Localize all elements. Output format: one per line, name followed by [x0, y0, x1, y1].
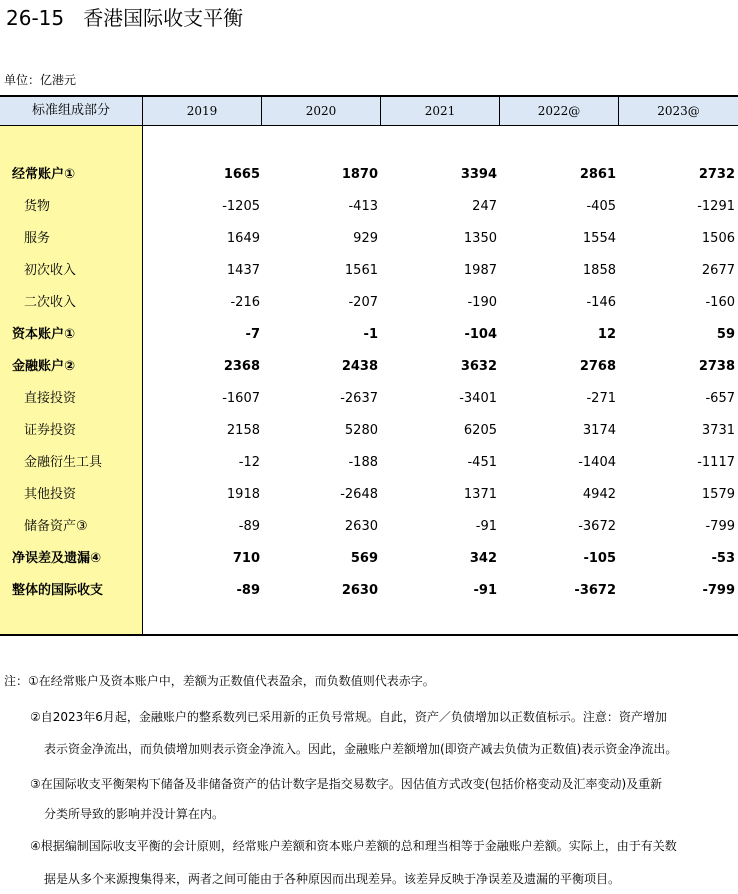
- value-cell-2020: 929: [353, 231, 378, 246]
- row-label: 服务: [24, 231, 51, 246]
- value-cell-2021: 3632: [460, 359, 497, 374]
- value-cell-2019: 1437: [226, 263, 260, 278]
- value-cell-2019: -89: [236, 583, 260, 598]
- value-cell-2022: -1404: [578, 455, 616, 470]
- value-cell-2019: 1649: [226, 231, 260, 246]
- value-cell-2020: -188: [348, 455, 378, 470]
- row-label: 储备资产③: [24, 519, 88, 534]
- table-row: [0, 479, 738, 511]
- value-cell-2021: 1350: [463, 231, 497, 246]
- row-label: 二次收入: [24, 295, 77, 310]
- value-cell-2022: 2768: [579, 359, 616, 374]
- value-cell-2020: 1870: [341, 167, 378, 182]
- footnote-2-line-1: ②自2023年6月起，金融账户的整系数列已采用新的正负号常规。自此，资产／负债增加以正数值标示。注意：资产增加: [30, 710, 667, 724]
- value-cell-2020: 569: [350, 551, 378, 566]
- value-cell-2022: -3672: [574, 583, 616, 598]
- value-cell-2021: 3394: [460, 167, 497, 182]
- table-header-row: [0, 97, 738, 126]
- header-year-2019: 2019: [143, 97, 262, 125]
- value-cell-2020: -1: [363, 327, 378, 342]
- table-row: [0, 191, 738, 223]
- value-cell-2023: -53: [711, 551, 735, 566]
- value-cell-2023: 59: [716, 327, 735, 342]
- table-row: [0, 319, 738, 351]
- value-cell-2021: 342: [469, 551, 497, 566]
- header-year-2023: 2023@: [657, 104, 700, 118]
- footnote-4-line-1: ④根据编制国际收支平衡的会计原则，经常账户差额和资本账户差额的总和理当相等于金融账户差额。实际上，由于有关数: [30, 839, 677, 853]
- value-cell-2019: 1918: [226, 487, 260, 502]
- header-year-2021: 2021: [381, 97, 500, 125]
- value-cell-2023: 1579: [701, 487, 735, 502]
- value-cell-2021: -190: [467, 295, 497, 310]
- unit-label: 单位：亿港元: [4, 73, 77, 87]
- value-cell-2019: -1607: [222, 391, 260, 406]
- value-cell-2023: 1506: [701, 231, 735, 246]
- value-cell-2023: -657: [705, 391, 735, 406]
- table-row: [0, 575, 738, 607]
- value-cell-2021: -3401: [459, 391, 497, 406]
- footnote-1: 注：①在经常账户及资本账户中，差额为正数值代表盈余，而负数值则代表赤字。: [4, 674, 435, 688]
- table-row: [0, 351, 738, 383]
- row-label: 证券投资: [24, 423, 77, 438]
- header-year-2020: 2020: [262, 97, 381, 125]
- header-label-column: 标准组成部分: [0, 97, 143, 125]
- value-cell-2020: -2648: [340, 487, 378, 502]
- value-cell-2022: 2861: [579, 167, 616, 182]
- value-cell-2019: -7: [245, 327, 260, 342]
- value-cell-2021: 247: [472, 199, 497, 214]
- row-label: 其他投资: [24, 487, 77, 502]
- balance-of-payments-table: [0, 95, 738, 636]
- value-cell-2021: 1987: [463, 263, 497, 278]
- value-cell-2021: 6205: [463, 423, 497, 438]
- value-cell-2020: 2630: [344, 519, 378, 534]
- value-cell-2021: -451: [467, 455, 497, 470]
- table-row: [0, 415, 738, 447]
- value-cell-2023: -799: [702, 583, 735, 598]
- page-title: 26-15 香港国际收支平衡: [6, 6, 244, 30]
- value-cell-2023: -160: [705, 295, 735, 310]
- value-cell-2022: 3174: [582, 423, 616, 438]
- footnote-4-line-2: 据是从多个来源搜集得来，两者之间可能由于各种原因而出现差异。该差异反映于净误差及遗漏的平衡项目。: [44, 872, 621, 886]
- value-cell-2019: -216: [230, 295, 260, 310]
- value-cell-2021: 1371: [463, 487, 497, 502]
- value-cell-2019: -89: [238, 519, 260, 534]
- value-cell-2022: 1554: [582, 231, 616, 246]
- value-cell-2023: -1117: [697, 455, 735, 470]
- value-cell-2020: -413: [348, 199, 378, 214]
- value-cell-2020: 1561: [344, 263, 378, 278]
- row-label: 金融账户②: [12, 359, 76, 374]
- footnote-3-line-2: 分类所导致的影响并没计算在内。: [44, 807, 225, 821]
- row-label: 金融衍生工具: [24, 455, 103, 470]
- row-label: 资本账户①: [12, 327, 76, 342]
- value-cell-2023: 3731: [701, 423, 735, 438]
- table-row: [0, 159, 738, 191]
- value-cell-2022: 1858: [582, 263, 616, 278]
- value-cell-2020: -2637: [340, 391, 378, 406]
- table-row: [0, 223, 738, 255]
- value-cell-2020: 5280: [344, 423, 378, 438]
- table-row: [0, 511, 738, 543]
- value-cell-2019: -12: [238, 455, 260, 470]
- value-cell-2022: -146: [586, 295, 616, 310]
- value-cell-2019: 1665: [223, 167, 260, 182]
- value-cell-2019: 2158: [226, 423, 260, 438]
- row-label: 货物: [24, 199, 51, 214]
- value-cell-2021: -104: [464, 327, 497, 342]
- footnote-3-line-1: ③在国际收支平衡架构下储备及非储备资产的估计数字是指交易数字。因估值方式改变(包括价格变动及汇率变动)及重新: [30, 777, 663, 791]
- value-cell-2020: -207: [348, 295, 378, 310]
- value-cell-2022: 12: [597, 327, 616, 342]
- value-cell-2023: 2732: [698, 167, 735, 182]
- value-cell-2020: 2438: [341, 359, 378, 374]
- row-label: 净误差及遗漏④: [12, 551, 102, 566]
- value-cell-2022: 4942: [582, 487, 616, 502]
- table-row: [0, 255, 738, 287]
- value-cell-2022: -405: [586, 199, 616, 214]
- value-cell-2023: -799: [705, 519, 735, 534]
- footnote-2-line-2: 表示资金净流出，而负债增加则表示资金净流入。因此，金融账户差额增加(即资产减去负债为正数值)表示资金净流出。: [44, 742, 678, 756]
- value-cell-2021: -91: [475, 519, 497, 534]
- table-row: [0, 287, 738, 319]
- value-cell-2019: 710: [232, 551, 260, 566]
- value-cell-2022: -271: [586, 391, 616, 406]
- value-cell-2019: -1205: [222, 199, 260, 214]
- table-row: [0, 543, 738, 575]
- table-row: [0, 383, 738, 415]
- value-cell-2021: -91: [473, 583, 497, 598]
- table-row: [0, 447, 738, 479]
- value-cell-2023: 2677: [701, 263, 735, 278]
- value-cell-2022: -3672: [578, 519, 616, 534]
- row-label: 整体的国际收支: [12, 583, 104, 598]
- header-year-2022: 2022@: [500, 97, 619, 125]
- value-cell-2020: 2630: [341, 583, 378, 598]
- value-cell-2019: 2368: [223, 359, 260, 374]
- value-cell-2022: -105: [583, 551, 616, 566]
- row-label: 初次收入: [24, 263, 77, 278]
- row-label: 经常账户①: [12, 167, 76, 182]
- row-label: 直接投资: [24, 391, 77, 406]
- value-cell-2023: 2738: [698, 359, 735, 374]
- value-cell-2023: -1291: [697, 199, 735, 214]
